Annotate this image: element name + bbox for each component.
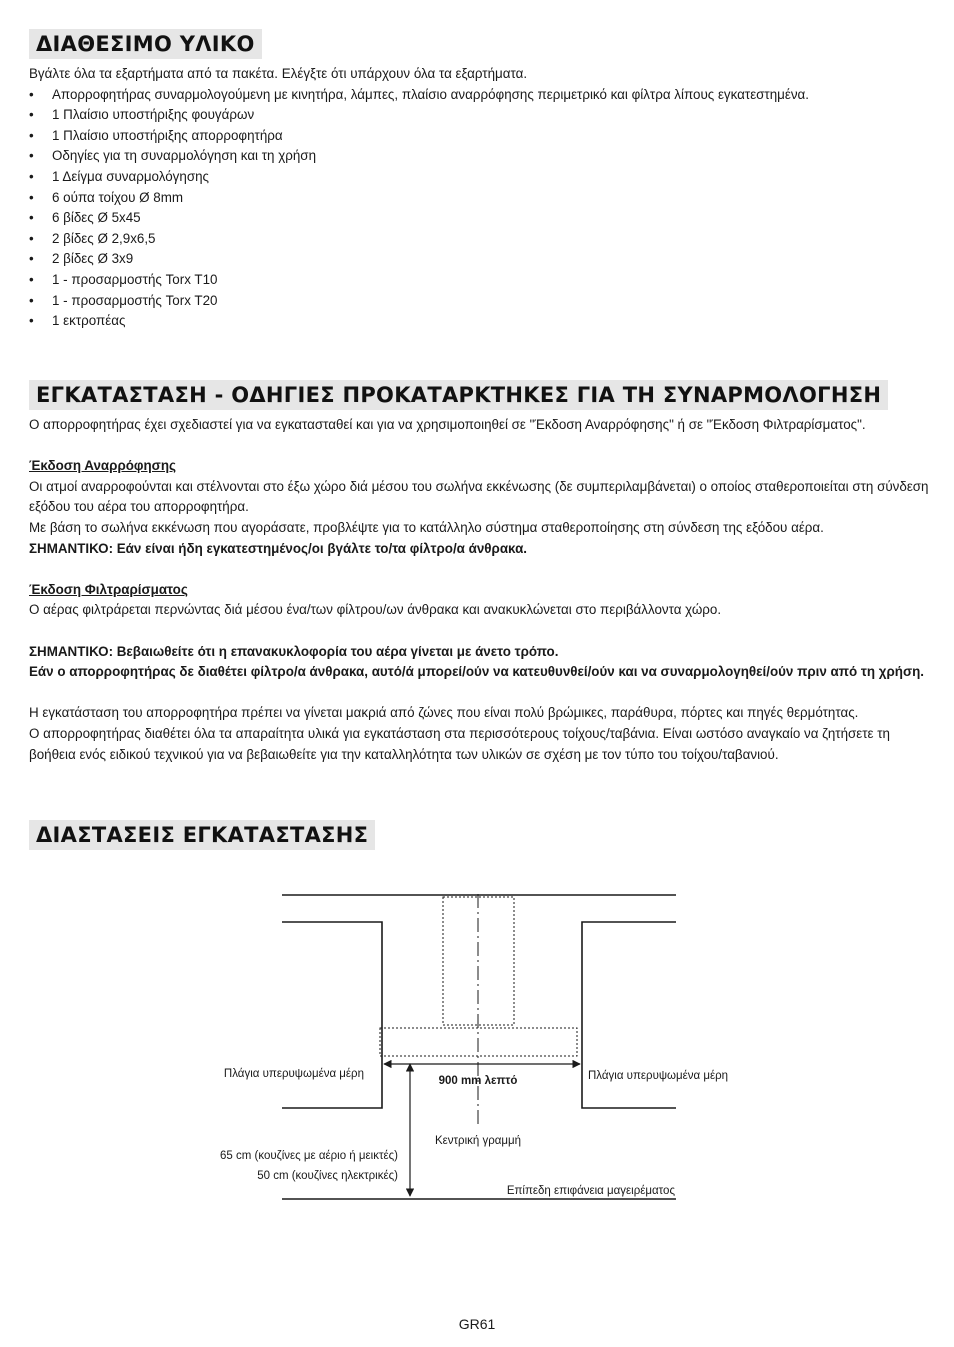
width-label: 900 mm λεπτό xyxy=(438,1075,518,1087)
material-item xyxy=(29,208,929,229)
bullet-icon: • xyxy=(29,210,34,226)
bullet-icon: • xyxy=(29,292,34,308)
installation-dimensions-diagram xyxy=(200,880,760,1210)
heading-dimensions: ΔΙΑΣΤΑΣΕΙΣ ΕΓΚΑΤΑΣΤΑΣΗΣ xyxy=(29,820,375,850)
bullet-icon: • xyxy=(29,230,34,246)
material-item xyxy=(29,291,929,312)
important-2: Εάν ο απορροφητήρας δε διαθέτει φίλτρο/α άνθρακα, αυτό/ά μπορεί/ούν να κατευθυνθεί/ούν και να συναρμολογηθεί/ούν πριν από τη χρήση. xyxy=(29,664,925,680)
material-item-text: 1 εκτροπέας xyxy=(52,313,126,329)
material-item xyxy=(29,126,929,147)
cooking-surface-label: Επίπεδη επιφάνεια μαγειρέματος xyxy=(506,1185,675,1197)
bullet-icon: • xyxy=(29,127,34,143)
material-item xyxy=(29,105,929,126)
heading-materials: ΔΙΑΘΕΣΙΜΟ ΥΛΙΚΟ xyxy=(29,29,262,59)
side-left-label: Πλάγια υπερυψωμένα μέρη xyxy=(223,1068,364,1080)
bullet-icon: • xyxy=(29,107,34,123)
material-item-text: 1 Δείγμα συναρμολόγησης xyxy=(52,168,209,184)
bullet-icon: • xyxy=(29,189,34,205)
suction-text-2: Με βάση το σωλήνα εκκένωση που αγοράσατε, προβλέψτε για το κατάλληλο σύστημα σταθεροποίησης στη σύνδεση της εξόδου αέρα. xyxy=(29,519,824,535)
material-item-text: 1 Πλαίσιο υποστήριξης απορροφητήρα xyxy=(52,127,283,143)
materials-block xyxy=(29,64,929,332)
installation-block xyxy=(29,415,929,765)
material-item-text: 2 βίδες Ø 3x9 xyxy=(52,251,134,267)
material-item-text: 1 - προσαρμοστής Torx T10 xyxy=(52,271,218,287)
material-item xyxy=(29,270,929,291)
material-item xyxy=(29,85,929,106)
suction-important: ΣΗΜΑΝΤΙΚΟ: Εάν είναι ήδη εγκατεστημένος/οι βγάλτε το/τα φίλτρο/α άνθρακα. xyxy=(29,540,528,556)
material-item-text: 6 βίδες Ø 5x45 xyxy=(52,210,141,226)
material-item xyxy=(29,167,929,188)
installation-intro: Ο απορροφητήρας έχει σχεδιαστεί για να εγκατασταθεί και για να χρησιμοποιηθεί σε "Έκδοση Αναρρόφησης" ή σε "Έκδοση Φιλτραρίσματος". xyxy=(29,417,866,432)
bullet-icon: • xyxy=(29,168,34,184)
material-item-text: 6 ούπα τοίχου Ø 8mm xyxy=(52,189,184,205)
materials-intro: Βγάλτε όλα τα εξαρτήματα από τα πακέτα. Ελέγξτε ότι υπάρχουν όλα τα εξαρτήματα. xyxy=(29,66,528,81)
center-line-label: Κεντρική γραμμή xyxy=(434,1135,522,1147)
side-right-label: Πλάγια υπερυψωμένα μέρη xyxy=(588,1070,729,1082)
bullet-icon: • xyxy=(29,313,34,329)
note-2: Ο απορροφητήρας διαθέτει όλα τα απαραίτητα υλικά για εγκατάσταση στα περισσότερους τοίχους/ταβάνια. Είναι ωστόσο αναγκαίο να ζητήσετε τη βοήθεια ενός ειδικού τεχνικού για να βεβαιωθείτε για την καταλληλότητα των υλικών σε σχέση με τον τύπο του τοίχου/ταβανιού. xyxy=(29,725,890,762)
material-item xyxy=(29,249,929,270)
material-item xyxy=(29,229,929,250)
material-item-text: 2 βίδες Ø 2,9x6,5 xyxy=(52,230,156,246)
note-1: Η εγκατάσταση του απορροφητήρα πρέπει να γίνεται μακριά από ζώνες που είναι πολύ βρώμικες, παράθυρα, πόρτες και πηγές θερμότητας. xyxy=(29,705,859,721)
materials-list xyxy=(29,85,929,332)
material-item xyxy=(29,146,929,167)
left-raised-side xyxy=(282,922,382,1108)
height-gas-label: 65 cm (κουζίνες με αέριο ή μεικτές) xyxy=(220,1150,398,1162)
filter-title: Έκδοση Φιλτραρίσματος xyxy=(29,581,188,597)
height-electric-label: 50 cm (κουζίνες ηλεκτρικές) xyxy=(257,1170,398,1182)
heading-installation: ΕΓΚΑΤΑΣΤΑΣΗ - ΟΔΗΓΙΕΣ ΠΡΟΚΑΤΑΡΚΤΗΚΕΣ ΓΙΑ ΤΗ ΣΥΝΑΡΜΟΛΟΓΗΣΗ xyxy=(29,380,888,410)
suction-text-1: Οι ατμοί αναρροφούνται και στέλνονται στο έξω χώρο διά μέσου του σωλήνα εκκένωσης (δε συμπεριλαμβάνεται) ο οποίος σταθεροποιείται στη σύνδεση εξόδου του αέρα του απορροφητήρα. xyxy=(29,478,929,515)
suction-title: Έκδοση Αναρρόφησης xyxy=(29,458,176,474)
material-item-text: Οδηγίες για τη συναρμολόγηση και τη χρήση xyxy=(52,148,317,164)
bullet-icon: • xyxy=(29,86,34,102)
page-number: GR61 xyxy=(458,1316,496,1332)
material-item xyxy=(29,188,929,209)
bullet-icon: • xyxy=(29,271,34,287)
material-item-text: Απορροφητήρας συναρμολογούμενη με κινητήρα, λάμπες, πλαίσιο αναρρόφησης περιμετρικό και φίλτρα λίπους εγκατεστημένα. xyxy=(52,86,810,102)
bullet-icon: • xyxy=(29,251,34,267)
material-item-text: 1 - προσαρμοστής Torx T20 xyxy=(52,292,218,308)
bullet-icon: • xyxy=(29,148,34,164)
material-item xyxy=(29,311,929,332)
important-1: ΣΗΜΑΝΤΙΚΟ: Βεβαιωθείτε ότι η επανακυκλοφορία του αέρα γίνεται με άνετο τρόπο. xyxy=(29,643,559,659)
material-item-text: 1 Πλαίσιο υποστήριξης φουγάρων xyxy=(52,107,255,123)
filter-text: Ο αέρας φιλτράρεται περνώντας διά μέσου ένα/των φίλτρου/ων άνθρακα και ανακυκλώνεται στο περιβάλλοντα χώρο. xyxy=(29,602,722,618)
